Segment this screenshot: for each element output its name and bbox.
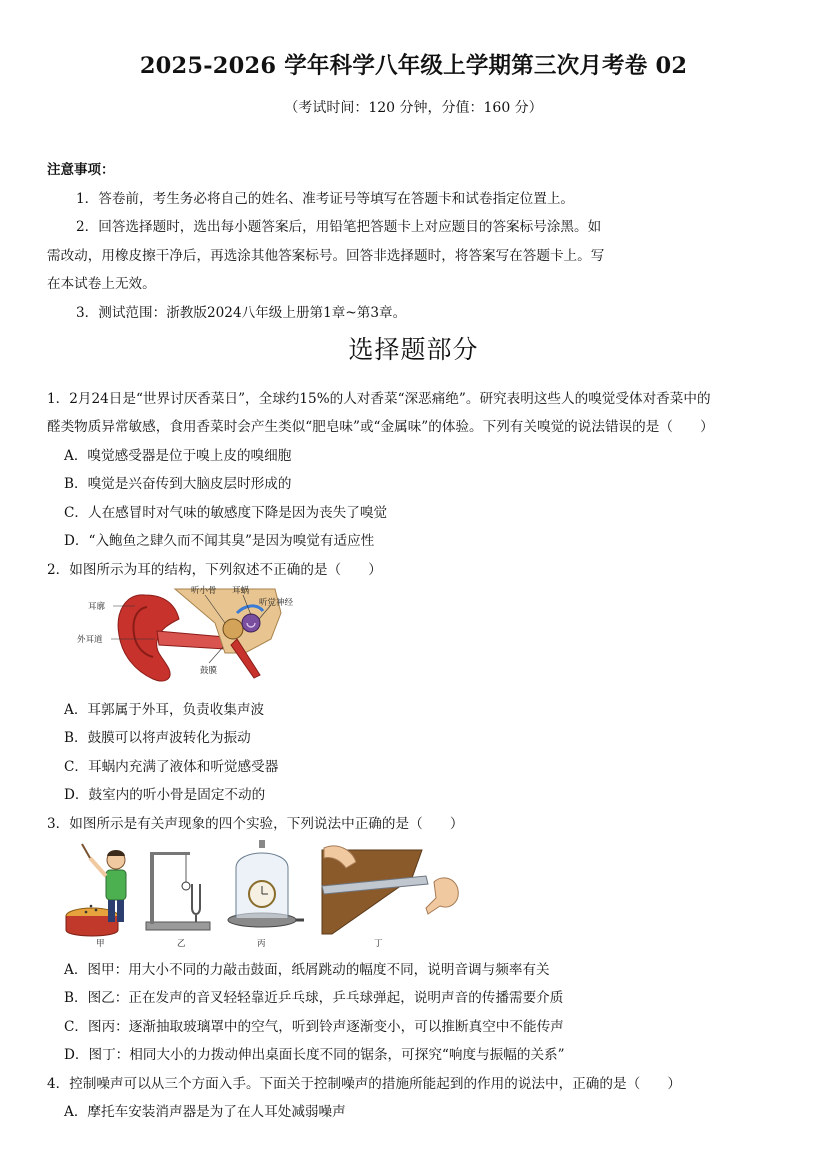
experiment-label-bing: 丙 (257, 939, 266, 949)
option-a: A．嗅觉感受器是位于嗅上皮的嗅细胞 (64, 448, 292, 464)
experiment-tuning-fork (146, 852, 210, 949)
option-a: A．摩托车安装消声器是为了在人耳处减弱噪声 (64, 1104, 346, 1120)
option-c: C．耳蜗内充满了液体和听觉感受器 (64, 759, 279, 775)
experiment-drum (66, 844, 126, 949)
ear-canal-shape (157, 631, 225, 649)
tuning-fork (192, 884, 200, 922)
notice-line: 3．测试范围：浙教版2024八年级上册第1章~第3章。 (76, 305, 407, 321)
jar-knob (259, 840, 265, 848)
paper-bit (85, 911, 88, 914)
option-d: D．“入鲍鱼之肆久而不闻其臭”是因为嗅觉有适应性 (64, 533, 375, 549)
experiment-ruler (322, 846, 458, 949)
ear-structure-figure (75, 583, 307, 687)
experiment-label-ding: 丁 (374, 939, 383, 949)
option-b: B．鼓膜可以将声波转化为振动 (64, 730, 251, 746)
pingpong-ball (182, 882, 190, 890)
question-stem: 1．2月24日是“世界讨厌香菜日”，全球约15%的人对香菜“深恶痛绝”。研究表明这些人的嗅觉受体对香菜中的 (47, 391, 711, 407)
experiment-bell-jar (228, 840, 304, 949)
ear-label-auditory-nerve: 听觉神经 (259, 598, 294, 608)
exam-title: 2025-2026 学年科学八年级上学期第三次月考卷 02 (139, 53, 688, 79)
boy-arm (90, 858, 106, 876)
notice-line: 2．回答选择题时，选出每小题答案后，用铅笔把答题卡上对应题目的答案标号涂黑。如 (76, 219, 602, 235)
paper-bit (95, 909, 98, 912)
notice-line: 需改动，用橡皮擦干净后，再选涂其他答案标号。回答非选择题时，将答案写在答题卡上。写 (47, 248, 605, 264)
notice-heading: 注意事项： (47, 162, 115, 178)
hand-plucking (426, 878, 458, 914)
question-stem: 醛类物质异常敏感，食用香菜时会产生类似“肥皂味”或“金属味”的体验。下列有关嗅觉的说法错误的是（ ） (47, 419, 714, 435)
boy-leg (117, 900, 124, 922)
ear-label-ear-canal: 外耳道 (77, 635, 103, 645)
option-d: D．鼓室内的听小骨是固定不动的 (64, 787, 266, 803)
stand-base (146, 922, 210, 930)
exam-subtitle: （考试时间：120 分钟，分值：160 分） (284, 100, 543, 116)
drumstick (82, 844, 90, 858)
ear-label-ossicles: 听小骨 (191, 586, 217, 596)
boy-leg (108, 900, 115, 922)
question-stem: 2．如图所示为耳的结构，下列叙述不正确的是（ ） (47, 562, 382, 578)
notice-line: 1．答卷前，考生务必将自己的姓名、准考证号等填写在答题卡和试卷指定位置上。 (76, 191, 575, 207)
ear-label-cochlea: 耳蜗 (232, 586, 250, 596)
stand-pole (150, 852, 154, 924)
notice-line: 在本试卷上无效。 (47, 276, 156, 292)
option-d: D．图丁：相同大小的力拨动伸出桌面长度不同的锯条，可探究“响度与振幅的关系” (64, 1047, 565, 1063)
option-c: C．人在感冒时对气味的敏感度下降是因为丧失了嗅觉 (64, 505, 388, 521)
boy-hair (107, 850, 125, 856)
section-title: 选择题部分 (348, 335, 479, 364)
cochlea-shape (242, 614, 260, 632)
sound-experiments-figure (62, 838, 464, 950)
leader-line (209, 647, 223, 663)
paper-bit (90, 905, 93, 908)
question-stem: 4．控制噪声可以从三个方面入手。下面关于控制噪声的措施所能起到的作用的说法中，正确的是（ ） (47, 1076, 681, 1092)
boy-shirt (106, 870, 126, 900)
option-b: B．图乙：正在发声的音叉轻轻靠近乒乓球，乒乓球弹起，说明声音的传播需要介质 (64, 990, 564, 1006)
option-a: A．耳郭属于外耳，负责收集声波 (64, 702, 265, 718)
ear-label-auricle: 耳廓 (88, 602, 106, 612)
option-c: C．图丙：逐渐抽取玻璃罩中的空气，听到铃声逐渐变小，可以推断真空中不能传声 (64, 1019, 564, 1035)
question-stem: 3．如图所示是有关声现象的四个实验，下列说法中正确的是（ ） (47, 816, 464, 832)
stand-arm (150, 852, 190, 855)
experiment-label-yi: 乙 (177, 939, 186, 949)
middle-ear-shape (223, 619, 243, 639)
ear-label-eardrum: 鼓膜 (200, 666, 218, 676)
option-b: B．嗅觉是兴奋传到大脑皮层时形成的 (64, 476, 292, 492)
option-a: A．图甲：用大小不同的力敲击鼓面，纸屑跳动的幅度不同，说明音调与频率有关 (64, 962, 550, 978)
experiment-label-jia: 甲 (96, 939, 105, 949)
